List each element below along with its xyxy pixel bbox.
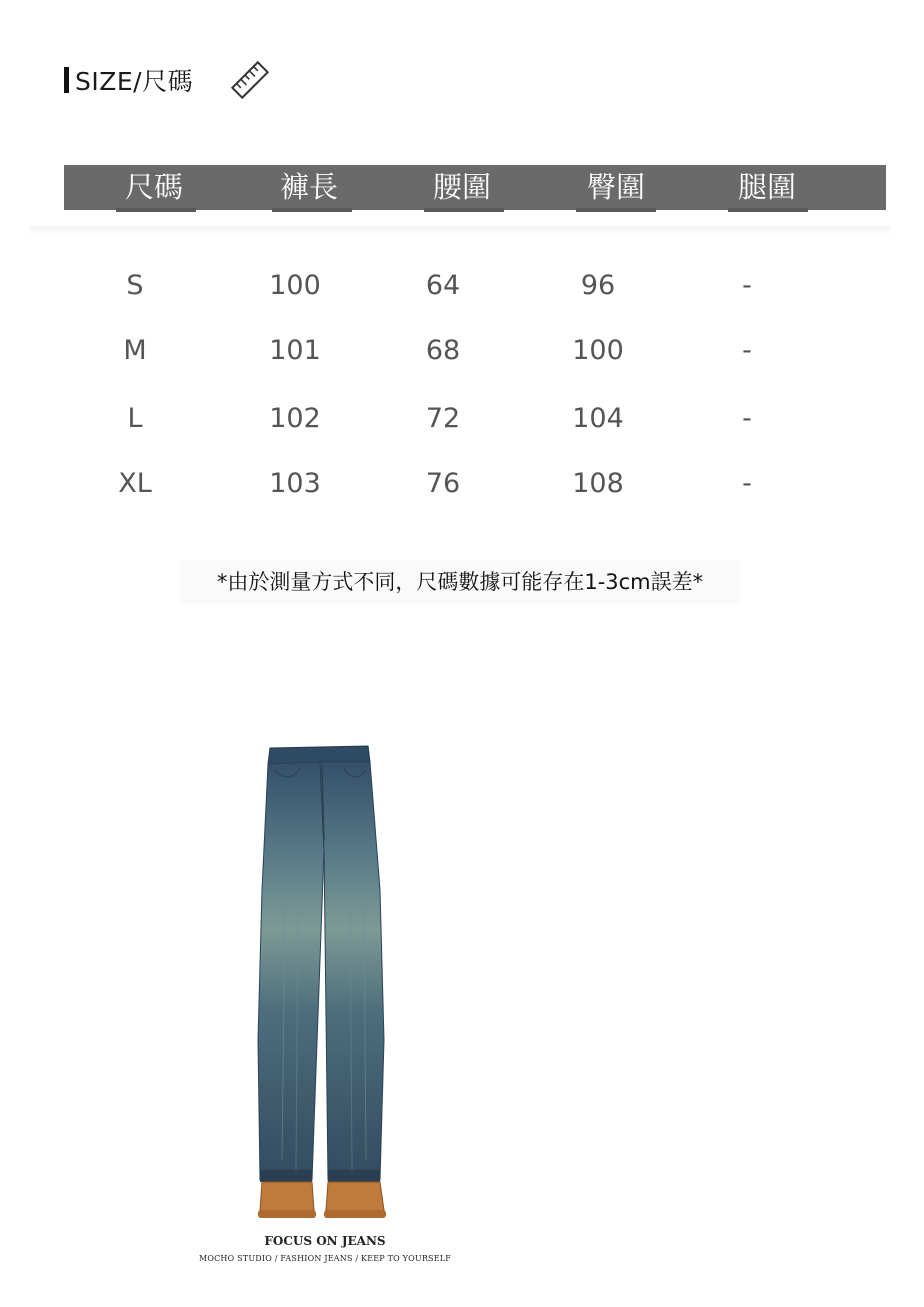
cell-hip: 104	[572, 403, 624, 434]
header-underline	[424, 208, 504, 212]
brand-subtitle: MOCHO STUDIO / FASHION JEANS / KEEP TO YOURSELF	[198, 1254, 452, 1263]
cell-waist: 76	[425, 468, 461, 499]
header-underline	[116, 208, 196, 212]
cell-hip: 108	[572, 468, 624, 499]
header-underline	[272, 208, 352, 212]
cell-size: M	[123, 335, 147, 366]
cell-waist: 64	[425, 270, 461, 301]
header-hip: 臀圍	[586, 170, 645, 204]
header-underline	[728, 208, 808, 212]
cell-thigh: -	[742, 403, 752, 434]
cell-thigh: -	[742, 270, 752, 301]
cell-thigh: -	[742, 335, 752, 366]
size-table-header	[64, 165, 886, 210]
header-thigh: 腿圍	[737, 170, 796, 204]
header-shadow	[30, 226, 890, 238]
heading-accent-bar	[64, 67, 69, 93]
cell-waist: 68	[425, 335, 461, 366]
cell-length: 101	[269, 335, 321, 366]
cell-length: 103	[269, 468, 321, 499]
size-heading	[64, 62, 193, 98]
header-length: 褲長	[279, 170, 338, 204]
header-waist: 腰圍	[432, 170, 491, 204]
jeans-illustration	[240, 740, 410, 1230]
measurement-note: *由於測量方式不同，尺碼數據可能存在1-3cm誤差*	[216, 570, 704, 594]
ruler-icon	[228, 58, 272, 102]
cell-size: L	[127, 403, 143, 434]
cell-size: XL	[118, 468, 152, 499]
cell-waist: 72	[425, 403, 461, 434]
header-underline	[576, 208, 656, 212]
cell-length: 102	[269, 403, 321, 434]
cell-hip: 100	[572, 335, 624, 366]
brand-title: FOCUS ON JEANS	[264, 1234, 386, 1248]
heading-title: SIZE/尺碼	[75, 67, 194, 96]
cell-size: S	[126, 270, 144, 301]
cell-hip: 96	[580, 270, 616, 301]
cell-thigh: -	[742, 468, 752, 499]
header-size: 尺碼	[124, 170, 183, 204]
cell-length: 100	[269, 270, 321, 301]
